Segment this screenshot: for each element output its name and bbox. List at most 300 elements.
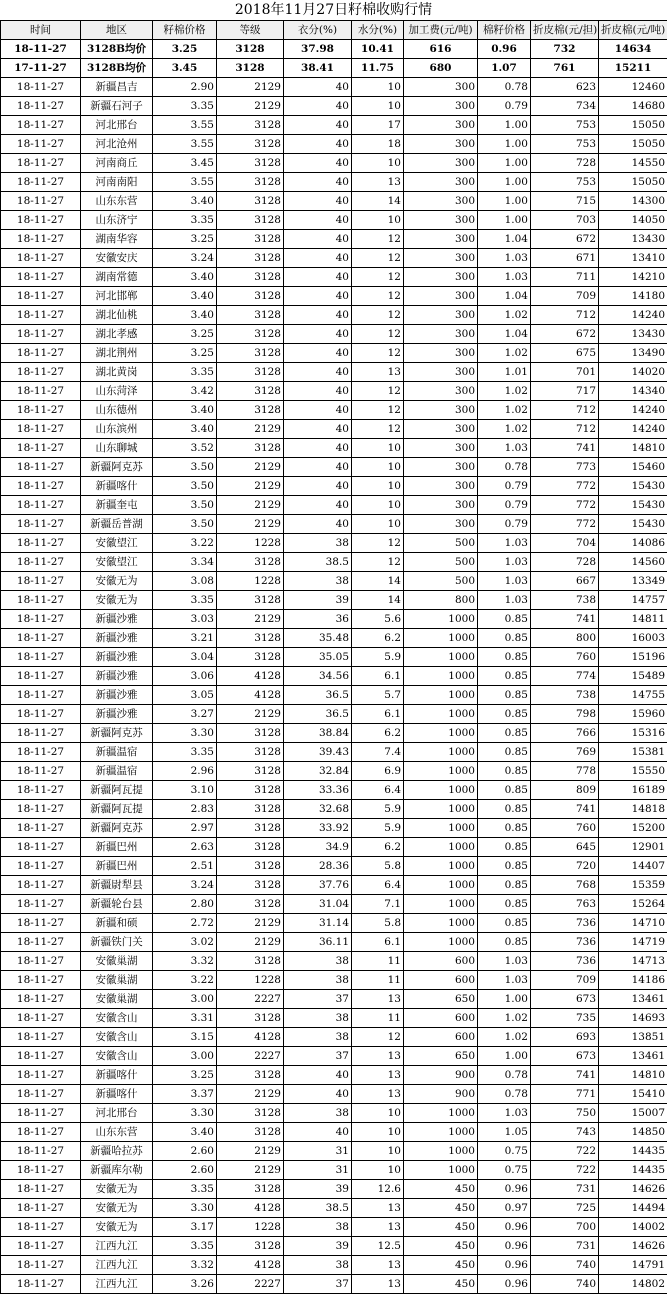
cell-seed-cotton-price: 3.05 <box>153 686 217 705</box>
cell-lint-per-ton: 14300 <box>599 192 667 211</box>
cell-time: 18-11-27 <box>1 838 81 857</box>
cell-processing-fee: 300 <box>404 439 478 458</box>
cell-lint-per-ton: 16003 <box>599 629 667 648</box>
cell-processing-fee: 300 <box>404 401 478 420</box>
table-row <box>1 1199 667 1218</box>
cell-grade: 4128 <box>217 1028 284 1047</box>
cell-lint-percentage: 32.68 <box>284 800 352 819</box>
header-cottonseed-price: 棉籽价格 <box>478 21 531 40</box>
cell-processing-fee: 300 <box>404 116 478 135</box>
cell-lint-percentage: 37.98 <box>284 40 352 59</box>
cell-grade: 3128 <box>217 287 284 306</box>
cell-cottonseed-price: 1.03 <box>478 268 531 287</box>
cell-moisture: 6.2 <box>352 838 404 857</box>
cell-moisture: 13 <box>352 1085 404 1104</box>
cell-region: 3128B均价 <box>81 40 153 59</box>
table-row <box>1 572 667 591</box>
cell-lint-percentage: 39 <box>284 591 352 610</box>
cell-lint-percentage: 37 <box>284 990 352 1009</box>
table-row <box>1 705 667 724</box>
table-row <box>1 1028 667 1047</box>
cell-seed-cotton-price: 3.10 <box>153 781 217 800</box>
cell-moisture: 10 <box>352 439 404 458</box>
cell-time: 18-11-27 <box>1 268 81 287</box>
cell-lint-per-dan: 772 <box>531 515 599 534</box>
cell-region: 安徽巢湖 <box>81 971 153 990</box>
cell-grade: 3128 <box>217 895 284 914</box>
cell-grade: 3128 <box>217 762 284 781</box>
cell-lint-per-dan: 734 <box>531 97 599 116</box>
cell-lint-percentage: 37.76 <box>284 876 352 895</box>
cell-region: 安徽含山 <box>81 1028 153 1047</box>
cell-lint-per-dan: 774 <box>531 667 599 686</box>
cell-seed-cotton-price: 3.22 <box>153 534 217 553</box>
cell-lint-per-dan: 761 <box>531 59 599 78</box>
cell-processing-fee: 300 <box>404 458 478 477</box>
cell-processing-fee: 650 <box>404 1047 478 1066</box>
cell-grade: 3128 <box>217 781 284 800</box>
cell-moisture: 12 <box>352 553 404 572</box>
cell-seed-cotton-price: 2.96 <box>153 762 217 781</box>
cell-seed-cotton-price: 3.55 <box>153 173 217 192</box>
cell-grade: 3128 <box>217 1104 284 1123</box>
cell-lint-per-dan: 772 <box>531 496 599 515</box>
table-row <box>1 306 667 325</box>
cell-time: 18-11-27 <box>1 572 81 591</box>
cell-processing-fee: 1000 <box>404 819 478 838</box>
cell-region: 新疆温宿 <box>81 762 153 781</box>
cell-processing-fee: 500 <box>404 572 478 591</box>
table-row <box>1 914 667 933</box>
cell-seed-cotton-price: 3.37 <box>153 1085 217 1104</box>
cell-cottonseed-price: 0.96 <box>478 1218 531 1237</box>
cell-seed-cotton-price: 3.06 <box>153 667 217 686</box>
cell-moisture: 5.9 <box>352 648 404 667</box>
cell-lint-per-ton: 13410 <box>599 249 667 268</box>
cell-region: 山东菏泽 <box>81 382 153 401</box>
cell-grade: 3128 <box>217 382 284 401</box>
cell-cottonseed-price: 0.85 <box>478 895 531 914</box>
cell-lint-per-dan: 722 <box>531 1161 599 1180</box>
table-row <box>1 591 667 610</box>
table-row <box>1 135 667 154</box>
header-time: 时间 <box>1 21 81 40</box>
cell-region: 新疆巴州 <box>81 857 153 876</box>
table-row <box>1 249 667 268</box>
cell-lint-per-dan: 671 <box>531 249 599 268</box>
cell-cottonseed-price: 0.85 <box>478 933 531 952</box>
cell-lint-percentage: 40 <box>284 1085 352 1104</box>
cell-lint-percentage: 36 <box>284 610 352 629</box>
cell-lint-percentage: 39 <box>284 1180 352 1199</box>
cell-processing-fee: 1000 <box>404 838 478 857</box>
table-row <box>1 1180 667 1199</box>
table-row <box>1 1047 667 1066</box>
cell-seed-cotton-price: 3.25 <box>153 230 217 249</box>
header-seed-cotton-price: 籽棉价格 <box>153 21 217 40</box>
cell-region: 安徽望江 <box>81 553 153 572</box>
cell-lint-per-dan: 700 <box>531 1218 599 1237</box>
table-row <box>1 211 667 230</box>
cell-region: 安徽含山 <box>81 1009 153 1028</box>
cell-region: 新疆库尔勒 <box>81 1161 153 1180</box>
cell-moisture: 18 <box>352 135 404 154</box>
cell-moisture: 10 <box>352 78 404 97</box>
cell-moisture: 5.9 <box>352 800 404 819</box>
cell-moisture: 13 <box>352 1199 404 1218</box>
cell-lint-per-ton: 13461 <box>599 1047 667 1066</box>
cell-grade: 3128 <box>217 306 284 325</box>
cell-processing-fee: 1000 <box>404 914 478 933</box>
cell-cottonseed-price: 0.78 <box>478 1085 531 1104</box>
cell-grade: 1228 <box>217 1218 284 1237</box>
cell-time: 18-11-27 <box>1 667 81 686</box>
cell-time: 18-11-27 <box>1 1066 81 1085</box>
cell-cottonseed-price: 1.03 <box>478 553 531 572</box>
cell-moisture: 12 <box>352 344 404 363</box>
cell-seed-cotton-price: 3.50 <box>153 477 217 496</box>
cell-time: 18-11-27 <box>1 686 81 705</box>
table-row <box>1 1256 667 1275</box>
cell-cottonseed-price: 0.85 <box>478 648 531 667</box>
cell-grade: 3128 <box>217 249 284 268</box>
cell-lint-per-dan: 772 <box>531 477 599 496</box>
cell-moisture: 10 <box>352 458 404 477</box>
table-row <box>1 762 667 781</box>
cell-grade: 3128 <box>217 192 284 211</box>
cell-grade: 3128 <box>217 800 284 819</box>
cell-lint-per-dan: 741 <box>531 439 599 458</box>
cell-seed-cotton-price: 3.35 <box>153 1180 217 1199</box>
cell-seed-cotton-price: 3.24 <box>153 876 217 895</box>
cell-region: 山东聊城 <box>81 439 153 458</box>
cell-moisture: 13 <box>352 1256 404 1275</box>
cell-lint-per-dan: 771 <box>531 1085 599 1104</box>
cell-cottonseed-price: 1.02 <box>478 306 531 325</box>
cell-lint-percentage: 40 <box>284 173 352 192</box>
cell-seed-cotton-price: 3.35 <box>153 97 217 116</box>
cell-processing-fee: 1000 <box>404 648 478 667</box>
cell-cottonseed-price: 0.79 <box>478 515 531 534</box>
table-row <box>1 477 667 496</box>
cell-region: 湖北仙桃 <box>81 306 153 325</box>
cell-grade: 3128 <box>217 135 284 154</box>
cell-processing-fee: 300 <box>404 344 478 363</box>
cell-region: 河北邢台 <box>81 1104 153 1123</box>
cell-lint-per-dan: 728 <box>531 553 599 572</box>
cell-moisture: 6.4 <box>352 781 404 800</box>
cell-grade: 2227 <box>217 1275 284 1294</box>
table-row <box>1 743 667 762</box>
cell-lint-per-dan: 728 <box>531 154 599 173</box>
cell-processing-fee: 300 <box>404 363 478 382</box>
cell-lint-percentage: 38 <box>284 971 352 990</box>
cell-lint-per-dan: 769 <box>531 743 599 762</box>
cell-region: 新疆昌吉 <box>81 78 153 97</box>
cell-lint-per-dan: 738 <box>531 591 599 610</box>
cell-lint-per-ton: 14693 <box>599 1009 667 1028</box>
cell-grade: 3128 <box>217 553 284 572</box>
cell-time: 18-11-27 <box>1 401 81 420</box>
cell-region: 新疆阿克苏 <box>81 819 153 838</box>
cell-moisture: 13 <box>352 1047 404 1066</box>
table-row <box>1 648 667 667</box>
cell-grade: 3128 <box>217 648 284 667</box>
cell-region: 山东德州 <box>81 401 153 420</box>
cell-lint-percentage: 32.84 <box>284 762 352 781</box>
table-row <box>1 553 667 572</box>
cell-region: 3128B均价 <box>81 59 153 78</box>
cell-seed-cotton-price: 2.80 <box>153 895 217 914</box>
cell-lint-percentage: 35.05 <box>284 648 352 667</box>
cell-lint-per-ton: 15960 <box>599 705 667 724</box>
cell-seed-cotton-price: 3.40 <box>153 1123 217 1142</box>
cell-processing-fee: 600 <box>404 952 478 971</box>
cell-time: 18-11-27 <box>1 1028 81 1047</box>
cell-lint-percentage: 38.84 <box>284 724 352 743</box>
cell-processing-fee: 450 <box>404 1199 478 1218</box>
cell-processing-fee: 300 <box>404 515 478 534</box>
cell-lint-per-dan: 712 <box>531 306 599 325</box>
cell-cottonseed-price: 0.96 <box>478 1180 531 1199</box>
cell-lint-per-ton: 15211 <box>599 59 667 78</box>
cell-moisture: 5.7 <box>352 686 404 705</box>
table-row <box>1 344 667 363</box>
cell-moisture: 13 <box>352 173 404 192</box>
cell-region: 新疆喀什 <box>81 1066 153 1085</box>
cell-lint-percentage: 31 <box>284 1161 352 1180</box>
cell-moisture: 13 <box>352 1275 404 1294</box>
cell-lint-per-ton: 14626 <box>599 1180 667 1199</box>
cell-grade: 3128 <box>217 173 284 192</box>
cell-seed-cotton-price: 2.51 <box>153 857 217 876</box>
cell-lint-per-dan: 623 <box>531 78 599 97</box>
cell-moisture: 14 <box>352 591 404 610</box>
cell-lint-per-dan: 740 <box>531 1275 599 1294</box>
cell-time: 18-11-27 <box>1 990 81 1009</box>
cell-lint-per-ton: 14626 <box>599 1237 667 1256</box>
cell-lint-per-dan: 741 <box>531 610 599 629</box>
cell-processing-fee: 600 <box>404 1028 478 1047</box>
cell-region: 山东济宁 <box>81 211 153 230</box>
cell-lint-per-dan: 717 <box>531 382 599 401</box>
cell-lint-percentage: 39.43 <box>284 743 352 762</box>
cell-lint-per-dan: 701 <box>531 363 599 382</box>
cell-lint-per-dan: 731 <box>531 1180 599 1199</box>
cell-cottonseed-price: 1.03 <box>478 572 531 591</box>
cell-lint-percentage: 40 <box>284 325 352 344</box>
cell-grade: 3128 <box>217 1123 284 1142</box>
cell-cottonseed-price: 0.85 <box>478 743 531 762</box>
cell-grade: 3128 <box>217 268 284 287</box>
cell-moisture: 7.1 <box>352 895 404 914</box>
header-lint-per-dan: 折皮棉(元/担) <box>531 21 599 40</box>
cell-lint-per-dan: 709 <box>531 287 599 306</box>
cell-region: 河北邢台 <box>81 116 153 135</box>
cell-cottonseed-price: 0.85 <box>478 838 531 857</box>
cell-grade: 4128 <box>217 686 284 705</box>
cell-lint-per-dan: 778 <box>531 762 599 781</box>
table-row <box>1 420 667 439</box>
cell-processing-fee: 1000 <box>404 743 478 762</box>
cell-seed-cotton-price: 2.90 <box>153 78 217 97</box>
cell-lint-per-dan: 704 <box>531 534 599 553</box>
cell-seed-cotton-price: 3.50 <box>153 496 217 515</box>
cell-processing-fee: 450 <box>404 1256 478 1275</box>
cell-moisture: 12 <box>352 325 404 344</box>
cell-cottonseed-price: 1.02 <box>478 1009 531 1028</box>
cell-cottonseed-price: 1.04 <box>478 230 531 249</box>
cell-processing-fee: 1000 <box>404 629 478 648</box>
cell-seed-cotton-price: 3.25 <box>153 40 217 59</box>
cell-region: 新疆温宿 <box>81 743 153 762</box>
table-row <box>1 192 667 211</box>
cell-lint-per-dan: 741 <box>531 1066 599 1085</box>
cell-seed-cotton-price: 3.22 <box>153 971 217 990</box>
cell-cottonseed-price: 0.85 <box>478 819 531 838</box>
cell-moisture: 5.8 <box>352 857 404 876</box>
table-body <box>1 40 667 1294</box>
cell-processing-fee: 1000 <box>404 781 478 800</box>
cell-lint-per-dan: 711 <box>531 268 599 287</box>
cell-lint-percentage: 40 <box>284 230 352 249</box>
cell-moisture: 5.8 <box>352 914 404 933</box>
cell-lint-percentage: 31.04 <box>284 895 352 914</box>
header-moisture: 水分(%) <box>352 21 404 40</box>
cell-lint-per-dan: 763 <box>531 895 599 914</box>
cell-lint-per-ton: 15196 <box>599 648 667 667</box>
table-row <box>1 667 667 686</box>
cell-grade: 3128 <box>217 1009 284 1028</box>
average-row <box>1 59 667 78</box>
cell-seed-cotton-price: 3.25 <box>153 344 217 363</box>
cell-cottonseed-price: 0.85 <box>478 857 531 876</box>
cell-time: 18-11-27 <box>1 705 81 724</box>
cell-seed-cotton-price: 3.40 <box>153 401 217 420</box>
cell-cottonseed-price: 1.01 <box>478 363 531 382</box>
cell-lint-percentage: 40 <box>284 249 352 268</box>
cell-cottonseed-price: 1.05 <box>478 1123 531 1142</box>
cell-time: 18-11-27 <box>1 724 81 743</box>
cell-lint-percentage: 38 <box>284 1256 352 1275</box>
cell-grade: 4128 <box>217 1256 284 1275</box>
cell-lint-per-dan: 736 <box>531 952 599 971</box>
cell-cottonseed-price: 1.02 <box>478 401 531 420</box>
cell-processing-fee: 1000 <box>404 724 478 743</box>
table-row <box>1 990 667 1009</box>
cell-time: 18-11-27 <box>1 876 81 895</box>
cell-cottonseed-price: 0.85 <box>478 800 531 819</box>
cell-lint-percentage: 36.5 <box>284 705 352 724</box>
cell-lint-percentage: 40 <box>284 344 352 363</box>
cell-lint-per-ton: 15050 <box>599 173 667 192</box>
cell-lint-per-dan: 672 <box>531 325 599 344</box>
cell-processing-fee: 900 <box>404 1066 478 1085</box>
cell-time: 18-11-27 <box>1 1180 81 1199</box>
cell-moisture: 12 <box>352 268 404 287</box>
cell-lint-per-ton: 14680 <box>599 97 667 116</box>
table-row <box>1 173 667 192</box>
cell-processing-fee: 300 <box>404 268 478 287</box>
cell-grade: 3128 <box>217 344 284 363</box>
cell-time: 18-11-27 <box>1 1218 81 1237</box>
cell-time: 18-11-27 <box>1 762 81 781</box>
cell-lint-per-ton: 14407 <box>599 857 667 876</box>
cell-lint-per-ton: 15430 <box>599 515 667 534</box>
cell-grade: 2227 <box>217 990 284 1009</box>
cell-moisture: 10 <box>352 1104 404 1123</box>
cell-lint-percentage: 38 <box>284 1028 352 1047</box>
cell-processing-fee: 300 <box>404 230 478 249</box>
cell-lint-per-ton: 14020 <box>599 363 667 382</box>
cell-lint-percentage: 38.5 <box>284 1199 352 1218</box>
table-row <box>1 78 667 97</box>
cell-lint-per-dan: 709 <box>531 971 599 990</box>
cell-lint-percentage: 40 <box>284 287 352 306</box>
cell-region: 新疆阿瓦提 <box>81 781 153 800</box>
cell-lint-percentage: 38 <box>284 1104 352 1123</box>
cell-lint-per-dan: 740 <box>531 1256 599 1275</box>
cell-moisture: 10 <box>352 515 404 534</box>
cell-seed-cotton-price: 3.32 <box>153 1256 217 1275</box>
table-row <box>1 1123 667 1142</box>
cell-grade: 4128 <box>217 1199 284 1218</box>
cell-region: 江西九江 <box>81 1256 153 1275</box>
cell-lint-per-dan: 753 <box>531 173 599 192</box>
cell-region: 安徽安庆 <box>81 249 153 268</box>
cell-processing-fee: 300 <box>404 192 478 211</box>
cell-region: 新疆轮台县 <box>81 895 153 914</box>
cell-seed-cotton-price: 3.40 <box>153 420 217 439</box>
cell-grade: 2129 <box>217 515 284 534</box>
cell-lint-per-dan: 743 <box>531 1123 599 1142</box>
cell-cottonseed-price: 1.07 <box>478 59 531 78</box>
cell-time: 18-11-27 <box>1 211 81 230</box>
cell-region: 新疆沙雅 <box>81 705 153 724</box>
table-row <box>1 686 667 705</box>
table-row <box>1 439 667 458</box>
cell-time: 18-11-27 <box>1 895 81 914</box>
cell-region: 新疆阿克苏 <box>81 724 153 743</box>
cell-time: 18-11-27 <box>1 648 81 667</box>
cell-seed-cotton-price: 3.55 <box>153 116 217 135</box>
cell-lint-percentage: 36.5 <box>284 686 352 705</box>
cell-region: 新疆阿瓦提 <box>81 800 153 819</box>
cell-region: 湖南华容 <box>81 230 153 249</box>
cell-lint-per-ton: 15050 <box>599 116 667 135</box>
cell-lint-per-ton: 15550 <box>599 762 667 781</box>
cotton-price-table <box>0 20 667 1294</box>
cell-seed-cotton-price: 3.25 <box>153 325 217 344</box>
cell-time: 18-11-27 <box>1 382 81 401</box>
cell-lint-per-ton: 13490 <box>599 344 667 363</box>
cell-region: 安徽巢湖 <box>81 952 153 971</box>
cell-cottonseed-price: 1.02 <box>478 344 531 363</box>
cell-lint-per-ton: 14002 <box>599 1218 667 1237</box>
cell-grade: 3128 <box>217 876 284 895</box>
cell-moisture: 5.9 <box>352 819 404 838</box>
cell-cottonseed-price: 0.79 <box>478 477 531 496</box>
table-row <box>1 363 667 382</box>
cell-lint-per-ton: 14713 <box>599 952 667 971</box>
cell-processing-fee: 1000 <box>404 762 478 781</box>
cell-cottonseed-price: 1.03 <box>478 439 531 458</box>
cell-seed-cotton-price: 3.30 <box>153 724 217 743</box>
table-row <box>1 458 667 477</box>
cell-grade: 3128 <box>217 154 284 173</box>
cell-lint-percentage: 34.9 <box>284 838 352 857</box>
cell-cottonseed-price: 0.96 <box>478 1237 531 1256</box>
